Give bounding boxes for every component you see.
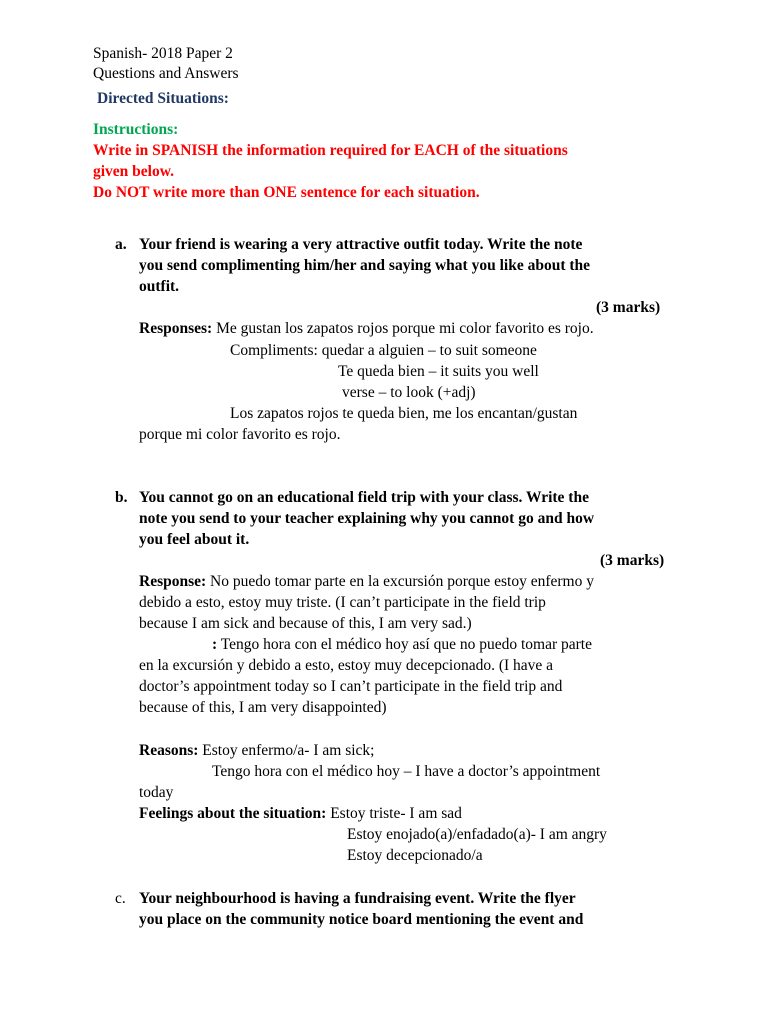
question-c-marker: c. <box>115 890 126 907</box>
feelings-line-3: Estoy decepcionado/a <box>347 847 483 864</box>
los-zapatos-line: Los zapatos rojos te queda bien, me los encantan/gustan <box>230 405 578 422</box>
question-a-prompt-2: you send complimenting him/her and saying what you like about the <box>139 257 591 274</box>
response-2-first: Tengo hora con el médico hoy así que no puedo tomar parte <box>217 636 592 653</box>
response-2-colon: : <box>212 636 218 653</box>
response-line-3: because I am sick and because of this, I am very sad.) <box>139 615 472 632</box>
reasons-line <box>139 740 374 761</box>
feelings-label: Feelings about the situation: <box>139 805 327 822</box>
question-b-marker: b. <box>115 489 128 506</box>
instructions-line-1: Write in SPANISH the information required for EACH of the situations <box>93 142 568 159</box>
reasons-line-3: today <box>139 784 174 801</box>
instructions-label: Instructions: <box>93 121 179 138</box>
feelings-text: Estoy triste- I am sad <box>326 805 462 822</box>
reasons-text: Estoy enfermo/a- I am sick; <box>198 742 375 759</box>
instructions-line-3: Do NOT write more than ONE sentence for each situation. <box>93 184 480 201</box>
reasons-label: Reasons: <box>139 742 199 759</box>
question-c-prompt-1: Your neighbourhood is having a fundraising event. Write the flyer <box>139 890 576 907</box>
feelings-line-2: Estoy enojado(a)/enfadado(a)- I am angry <box>347 826 607 843</box>
question-a-marks: (3 marks) <box>596 299 661 316</box>
section-heading: Directed Situations: <box>97 90 229 107</box>
instructions-line-2: given below. <box>93 163 174 180</box>
question-a-prompt-3: outfit. <box>139 278 180 295</box>
response-2-line-4: because of this, I am very disappointed) <box>139 699 387 716</box>
response-line-2: debido a esto, estoy muy triste. (I can’t participate in the field trip <box>139 594 546 611</box>
question-b-response-1 <box>139 571 594 592</box>
document-subtitle: Questions and Answers <box>93 65 239 82</box>
responses-label: Responses: <box>139 320 213 337</box>
responses-text: Me gustan los zapatos rojos porque mi color favorito es rojo. <box>212 320 594 337</box>
question-a-prompt-1: Your friend is wearing a very attractive outfit today. Write the note <box>139 236 583 253</box>
question-c-prompt-2: you place on the community notice board mentioning the event and <box>139 911 584 928</box>
question-a-responses <box>139 318 594 339</box>
porque-line: porque mi color favorito es rojo. <box>139 426 341 443</box>
question-a-marker: a. <box>115 236 127 253</box>
feelings-line <box>139 803 462 824</box>
response-label: Response: <box>139 573 207 590</box>
question-b-prompt-3: you feel about it. <box>139 531 250 548</box>
reasons-line-2: Tengo hora con el médico hoy – I have a doctor’s appointment <box>212 763 601 780</box>
document-title: Spanish- 2018 Paper 2 <box>93 45 233 62</box>
response-2-line-3: doctor’s appointment today so I can’t participate in the field trip and <box>139 678 563 695</box>
verse-line: verse – to look (+adj) <box>342 384 476 401</box>
compliments-line: Compliments: quedar a alguien – to suit someone <box>230 342 537 359</box>
response-line-1: No puedo tomar parte en la excursión porque estoy enfermo y <box>206 573 594 590</box>
response-2-line-2: en la excursión y debido a esto, estoy muy decepcionado. (I have a <box>139 657 554 674</box>
question-b-prompt-2: note you send to your teacher explaining why you cannot go and how <box>139 510 595 527</box>
question-b-prompt-1: You cannot go on an educational field trip with your class. Write the <box>139 489 589 506</box>
question-b-marks: (3 marks) <box>600 552 665 569</box>
te-queda-line: Te queda bien – it suits you well <box>338 363 539 380</box>
question-b-response-2 <box>212 634 592 655</box>
